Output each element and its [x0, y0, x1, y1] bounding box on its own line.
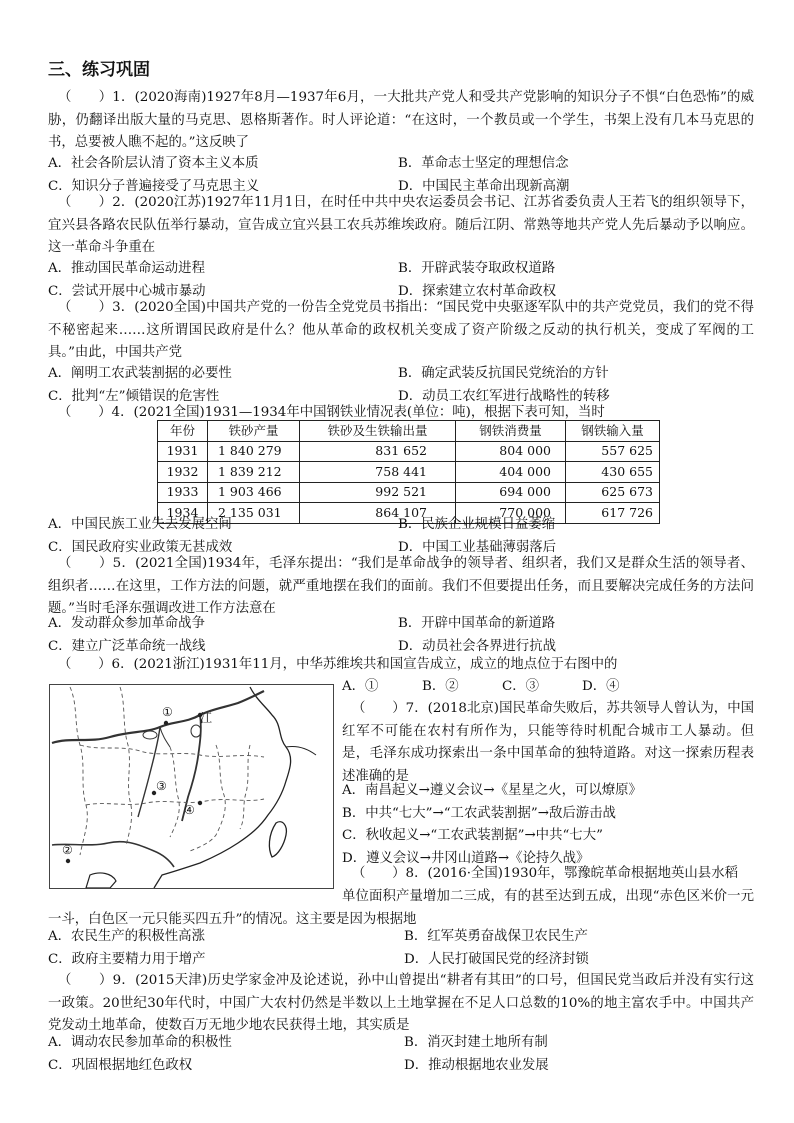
- table-cell: 770 000: [456, 503, 566, 524]
- map-marker-1: ①: [162, 705, 173, 719]
- question-5-options: [48, 613, 754, 658]
- table-cell: 694 000: [456, 482, 566, 503]
- table-cell: 1 840 279: [208, 441, 300, 462]
- option-d[interactable]: D．④: [582, 679, 620, 694]
- option-b[interactable]: B．开辟武装夺取政权道路: [398, 261, 556, 276]
- table-cell: 992 521: [300, 482, 456, 503]
- table-cell: 804 000: [456, 441, 566, 462]
- option-d[interactable]: D．动员工农红军进行战略性的转移: [398, 388, 610, 404]
- option-d[interactable]: D．动员社会各界进行抗战: [398, 638, 557, 654]
- table-cell: 1 903 466: [208, 482, 300, 503]
- question-8-stem: 单位面积产量增加二三成，有的甚至达到五成，出现“赤色区米价一元一斗，白色区一元只能买四五升”的情况。这主要是因为根据地: [48, 889, 754, 927]
- column-header: 年份: [158, 421, 208, 442]
- table-row: [158, 462, 660, 483]
- table-cell: 2 135 031: [208, 503, 300, 524]
- option-a[interactable]: A．中国民族工业失去发展空间: [48, 517, 232, 532]
- option-c[interactable]: C．③: [502, 679, 540, 694]
- option-c[interactable]: C．国民政府实业政策无甚成效: [48, 539, 233, 555]
- option-c[interactable]: C．知识分子普遍接受了马克思主义: [48, 178, 260, 194]
- table-cell: 1934: [158, 503, 208, 524]
- option-b[interactable]: B．红军英勇奋战保卫农民生产: [404, 929, 588, 944]
- option-d[interactable]: D．中国民主革命出现新高潮: [398, 178, 570, 194]
- option-c[interactable]: C．建立广泛革命统一战线: [48, 638, 206, 654]
- map-marker-4: ④: [184, 803, 195, 817]
- table-cell: 404 000: [456, 462, 566, 483]
- option-c[interactable]: C．秋收起义→“工农武装割据”→中共“七大”: [342, 828, 603, 844]
- option-d[interactable]: D．推动根据地农业发展: [404, 1057, 549, 1073]
- option-b[interactable]: B．革命志士坚定的理想信念: [398, 156, 569, 171]
- option-d[interactable]: D．探索建立农村革命政权: [398, 283, 557, 299]
- map-marker-2: ②: [62, 843, 73, 857]
- table-row: [158, 482, 660, 503]
- table-cell: 625 673: [566, 482, 660, 503]
- option-c[interactable]: C．批判“左”倾错误的危害性: [48, 388, 220, 404]
- option-b[interactable]: B．开辟中国革命的新道路: [398, 616, 556, 631]
- question-8-stem-first-line: （ ）8．(2016·全国)1930年，鄂豫皖革命根据地英山县水稻: [352, 866, 738, 881]
- table-cell: 864 107: [300, 503, 456, 524]
- table-cell: 1932: [158, 462, 208, 483]
- column-header: 铁砂产量: [208, 421, 300, 442]
- table-row: [158, 441, 660, 462]
- map-label-river: 江: [200, 711, 213, 725]
- option-d[interactable]: D．遵义会议→井冈山道路→《论持久战》: [342, 850, 590, 866]
- option-a[interactable]: A．阐明工农武装割据的必要性: [48, 366, 232, 381]
- option-b[interactable]: B．消灭封建土地所有制: [404, 1035, 548, 1050]
- table-cell: 1 839 212: [208, 462, 300, 483]
- question-3-stem: （ ）3．(2020全国)中国共产党的一份告全党党员书指出：“国民党中央驱逐军队中的共产党党员，我们的党不得不秘密起来……这所谓国民政府是什么？他从革命的政权机关变成了资产阶级之反动的执行机关，变成了军阀的工具。”由此，中国共产党: [48, 300, 754, 361]
- table-cell: 758 441: [300, 462, 456, 483]
- column-header: 钢铁输入量: [566, 421, 660, 442]
- column-header: 铁砂及生铁输出量: [300, 421, 456, 442]
- option-a[interactable]: A．发动群众参加革命战争: [48, 616, 205, 631]
- option-a[interactable]: A．推动国民革命运动进程: [48, 261, 205, 276]
- section-title: 三、练习巩固: [48, 60, 150, 80]
- question-5-stem: （ ）5．(2021全国)1934年，毛泽东提出：“我们是革命战争的领导者、组织者，我们又是群众生活的领导者、组织者……在这里，工作方法的问题，就严重地摆在我们的面前。我们不但要提出任务，而且要解决完成任务的方法问题。”当时毛泽东强调改进工作方法意在: [48, 556, 754, 617]
- option-c[interactable]: C．尝试开展中心城市暴动: [48, 283, 206, 299]
- question-9-stem: （ ）9．(2015天津)历史学家金冲及论述说，孙中山曾提出“耕者有其田”的口号，但国民党当政后并没有实行这一政策。20世纪30年代时，中国广大农村仍然是半数以上土地掌握在不足人口总数的10%的地主富农手中。中国共产党发动土地革命，使数百万无地少地农民获得土地，其实质是: [48, 973, 754, 1034]
- question-7-stem: （ ）7．(2018北京)国民革命失败后，苏共领导人曾认为，中国红军不可能在农村有所作为，只能等待时机配合城市工人暴动。但是，毛泽东成功探索出一条中国革命的独特道路。对这一探索历程表述准确的是: [342, 701, 754, 784]
- option-d[interactable]: D．中国工业基础薄弱落后: [398, 539, 557, 555]
- option-a[interactable]: A．社会各阶层认清了资本主义本质: [48, 156, 259, 171]
- option-a[interactable]: A．农民生产的积极性高涨: [48, 929, 205, 944]
- table-cell: 617 726: [566, 503, 660, 524]
- option-a[interactable]: A．南昌起义→遵义会议→《星星之火，可以燎原》: [342, 783, 642, 798]
- map-marker-3: ③: [156, 779, 167, 793]
- steel-industry-table: [157, 420, 660, 524]
- option-a[interactable]: A．①: [342, 679, 379, 694]
- option-a[interactable]: A．调动农民参加革命的积极性: [48, 1035, 232, 1050]
- table-cell: 1931: [158, 441, 208, 462]
- option-c[interactable]: C．政府主要精力用于增产: [48, 951, 206, 967]
- question-6-stem: （ ）6．(2021浙江)1931年11月，中华苏维埃共和国宣告成立，成立的地点位于右图中的: [58, 657, 618, 672]
- option-b[interactable]: B．确定武装反抗国民党统治的方针: [398, 366, 609, 381]
- question-8-options: [48, 926, 754, 971]
- option-c[interactable]: C．巩固根据地红色政权: [48, 1057, 193, 1073]
- option-b[interactable]: B．中共“七大”→“工农武装割据”→敌后游击战: [342, 805, 616, 821]
- table-cell: 831 652: [300, 441, 456, 462]
- map-drawing: [50, 685, 333, 888]
- column-header: 钢铁消费量: [456, 421, 566, 442]
- question-6-options: [342, 676, 754, 699]
- option-b[interactable]: B．民族企业规模日益萎缩: [398, 517, 556, 532]
- table-cell: 430 655: [566, 462, 660, 483]
- question-1-stem: （ ）1．(2020海南)1927年8月—1937年6月，一大批共产党人和受共产党影响的知识分子不惧“白色恐怖”的威胁，仍翻译出版大量的马克思、恩格斯著作。时人评论道：“在这时，一个教员或一个学生，书架上没有几本马克思的书，总要被人瞧不起的。”这反映了: [48, 90, 754, 151]
- question-2-stem: （ ）2．(2020江苏)1927年11月1日，在时任中共中央农运委员会书记、江苏省委负责人王若飞的组织领导下，宜兴县各路农民队伍举行暴动，宣告成立宜兴县工农兵苏维埃政府。随后江阴、常熟等地共产党人先后暴动予以响应。这一革命斗争重在: [48, 195, 754, 256]
- option-b[interactable]: B．②: [422, 679, 459, 694]
- table-cell: 557 625: [566, 441, 660, 462]
- south-china-map: [49, 684, 334, 889]
- question-4-stem: （ ）4．(2021全国)1931—1934年中国钢铁业情况表(单位：吨)，根据下表可知，当时: [58, 405, 605, 420]
- option-d[interactable]: D．人民打破国民党的经济封锁: [404, 951, 589, 967]
- question-9-options: [48, 1032, 754, 1077]
- table-header-row: [158, 421, 660, 442]
- question-7-options: [342, 780, 754, 870]
- table-cell: 1933: [158, 482, 208, 503]
